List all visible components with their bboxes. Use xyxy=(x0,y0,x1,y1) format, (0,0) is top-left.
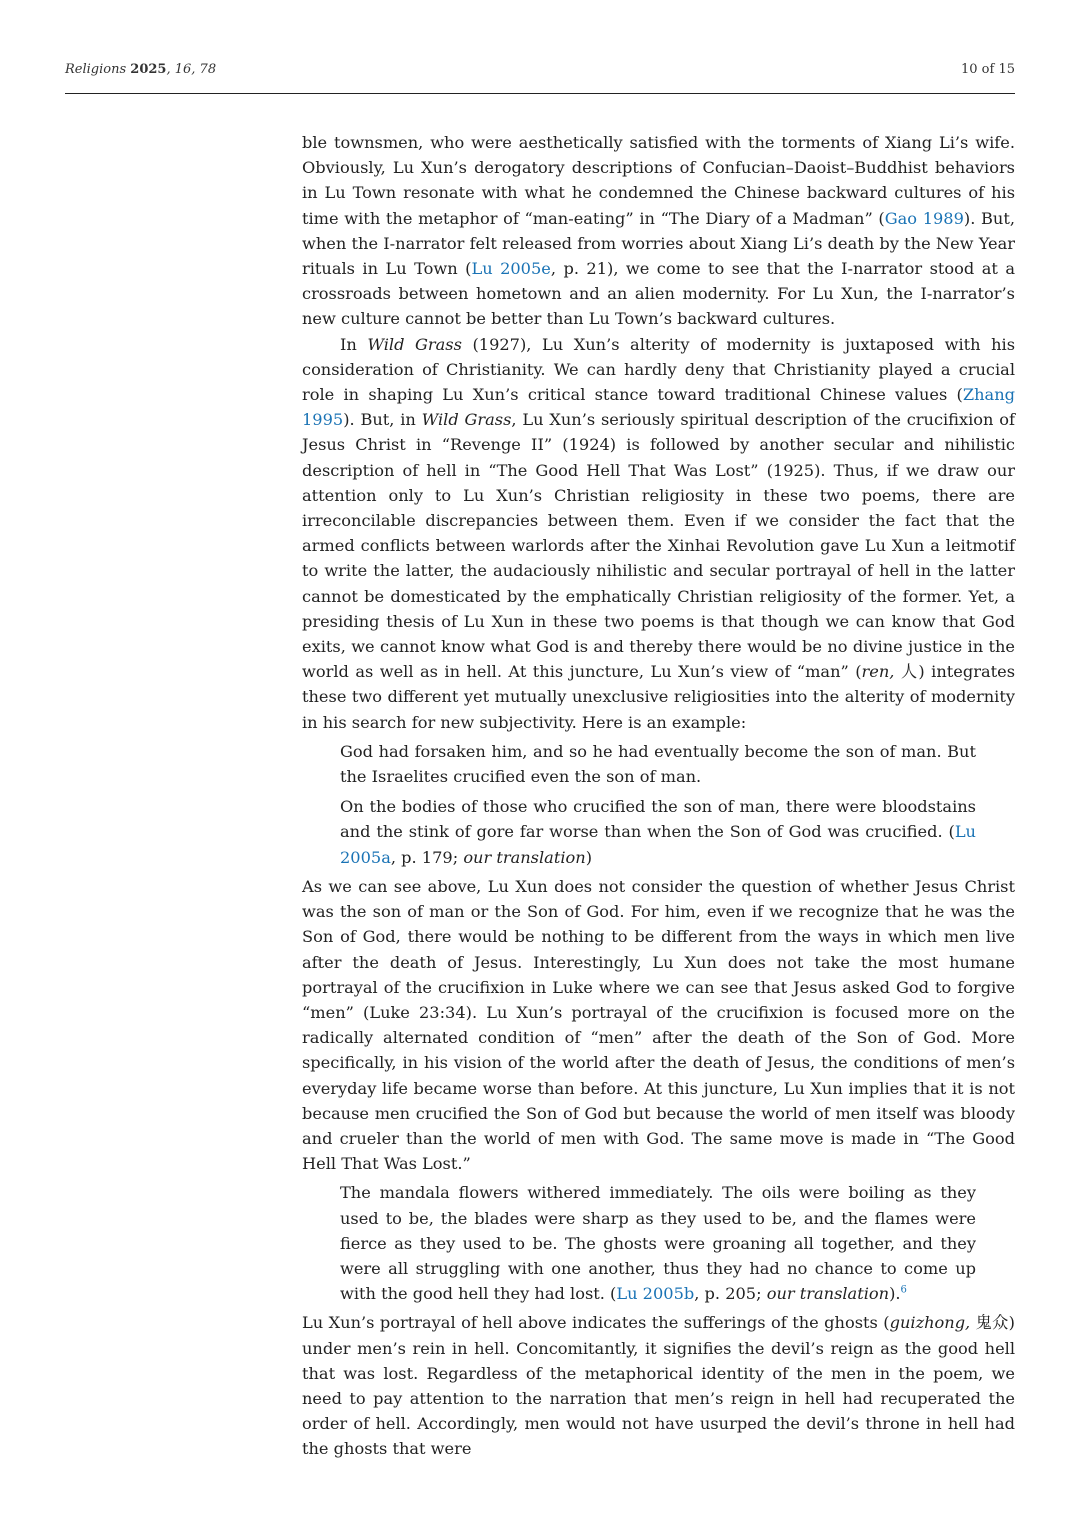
paragraph-1 xyxy=(302,130,1015,332)
citation-link[interactable]: Lu 2005b xyxy=(616,1284,695,1304)
text-run: ). xyxy=(889,1284,901,1304)
text-run: ) xyxy=(585,847,593,867)
journal-citation xyxy=(65,62,216,77)
citation-link[interactable]: Lu 2005e xyxy=(471,259,551,279)
text-run: 人) integrates these two different yet mutually unexclusive religiosities into the alterity of modernity in his search for new subjectivity. Here is an example: xyxy=(302,662,1015,732)
paragraph-2 xyxy=(302,332,1015,735)
block-quote-2 xyxy=(340,1180,976,1306)
italic-note: our translation xyxy=(766,1284,890,1304)
journal-name: Religions xyxy=(65,62,127,77)
citation-link[interactable]: Gao 1989 xyxy=(884,208,964,228)
text-run: The mandala flowers withered immediately. The oils were boiling as they used to be, the blades were sharp as they used to be, and the flames were fierce as they used to be. The ghosts were groaning all together, and they were all struggling with one another, thus they had no chance to come up with the good hell they had lost. ( xyxy=(340,1183,976,1304)
paragraph-4 xyxy=(302,1310,1015,1461)
text-run: ble townsmen, who were aesthetically satisfied with the torments of Xiang Li’s wife. Obviously, Lu Xun’s derogatory descriptions of Confucian–Daoist–Buddhist behaviors in Lu Town resonate with what he condemned the Chinese backward cultures of his time with the metaphor of “man-eating” in “The Diary of a Madman” ( xyxy=(302,133,1015,228)
text-run: , Lu Xun’s seriously spiritual description of the crucifixion of Jesus Christ in “Revenge II” (1924) is followed by another secular and nihilistic description of hell in “The Good Hell That Was Lost” (1925). Thus, if we draw our attention only to Lu Xun’s Christian religiosity in these two poems, there are irreconcilable discrepancies between them. Even if we consider the fact that the armed conflicts between warlords after the Xinhai Revolution gave Lu Xun a leitmotif to write the latter, the audaciously nihilistic and secular portrayal of hell in the latter cannot be domesticated by the emphatically Christian religiosity of the former. Yet, a presiding thesis of Lu Xun in these two poems is that though we can know that God exits, we cannot know what God is and thereby there would be no divine justice in the world as well as in hell. At this juncture, Lu Xun’s view of “man” ( xyxy=(302,410,1015,682)
block-quote-1b xyxy=(340,794,976,870)
paragraph-3: As we can see above, Lu Xun does not consider the question of whether Jesus Christ was the son of man or the Son of God. For him, even if we recognize that he was the Son of God, there would be nothing to be different from the ways in which men live after the death of Jesus. Interestingly, Lu Xun does not take the most humane portrayal of the crucifixion in Luke where we can see that Jesus asked God to forgive “men” (Luke 23:34). Lu Xun’s portrayal of the crucifixion is focused more on the radically alternated condition of “men” after the death of the Son of God. More specifically, in his vision of the world after the death of Jesus, the conditions of men’s everyday life became worse than before. At this juncture, Lu Xun implies that it is not because men crucified the Son of God but because the world of men itself was bloody and crueler than the world of men with God. The same move is made in “The Good Hell That Was Lost.” xyxy=(302,876,1015,1174)
footnote-marker[interactable]: 6 xyxy=(900,1284,907,1296)
text-run: On the bodies of those who crucified the son of man, there were bloodstains and the stink of gore far worse than when the Son of God was crucified. ( xyxy=(340,797,976,842)
journal-volume: , 16, 78 xyxy=(166,62,217,77)
citation-link[interactable]: Zhang 1995 xyxy=(302,385,1015,430)
block-quote-1a: God had forsaken him, and so he had eventually become the son of man. But the Israelites crucified even the son of man. xyxy=(340,741,976,787)
italic-term: guizhong, xyxy=(889,1313,971,1333)
citation-link[interactable]: Lu 2005a xyxy=(340,822,976,867)
italic-term: ren, xyxy=(861,662,895,682)
text-run: In xyxy=(340,334,368,354)
text-run: (1927), Lu Xun’s alterity of modernity is juxtaposed with his consideration of Christianity. We can hardly deny that Christianity played a crucial role in shaping Lu Xun’s critical stance toward traditional Chinese values ( xyxy=(302,334,1015,405)
header-rule xyxy=(65,93,1015,94)
text-run: ). But, when the I-narrator felt released from worries about Xiang Li’s death by the New Year rituals in Lu Town ( xyxy=(302,208,1016,279)
journal-year: 2025 xyxy=(130,62,167,77)
italic-title: Wild Grass xyxy=(421,410,512,430)
text-run: Lu Xun’s portrayal of hell above indicates the sufferings of the ghosts ( xyxy=(302,1313,890,1333)
italic-title: Wild Grass xyxy=(367,334,462,354)
text-run: , p. 21), we come to see that the I-narrator stood at a crossroads between hometown and an alien modernity. For Lu Xun, the I-narrator’s new culture cannot be better than Lu Town’s backward cultures. xyxy=(302,259,1015,329)
italic-note: our translation xyxy=(463,847,586,867)
running-header xyxy=(65,62,1015,86)
text-run: , p. 179; xyxy=(390,847,464,867)
article-body xyxy=(302,130,1015,1462)
text-run: 鬼众) under men’s rein in hell. Concomitantly, it signifies the devil’s reign as the good hell that was lost. Regardless of the metaphorical identity of the men in the poem, we need to pay attention to the narration that men’s reign in hell had recuperated the order of hell. Accordingly, men would not have usurped the devil’s throne in hell had the ghosts that were xyxy=(302,1313,1015,1459)
text-run: , p. 205; xyxy=(694,1284,767,1304)
page-number: 10 of 15 xyxy=(961,62,1015,77)
text-run: ). But, in xyxy=(343,410,422,430)
